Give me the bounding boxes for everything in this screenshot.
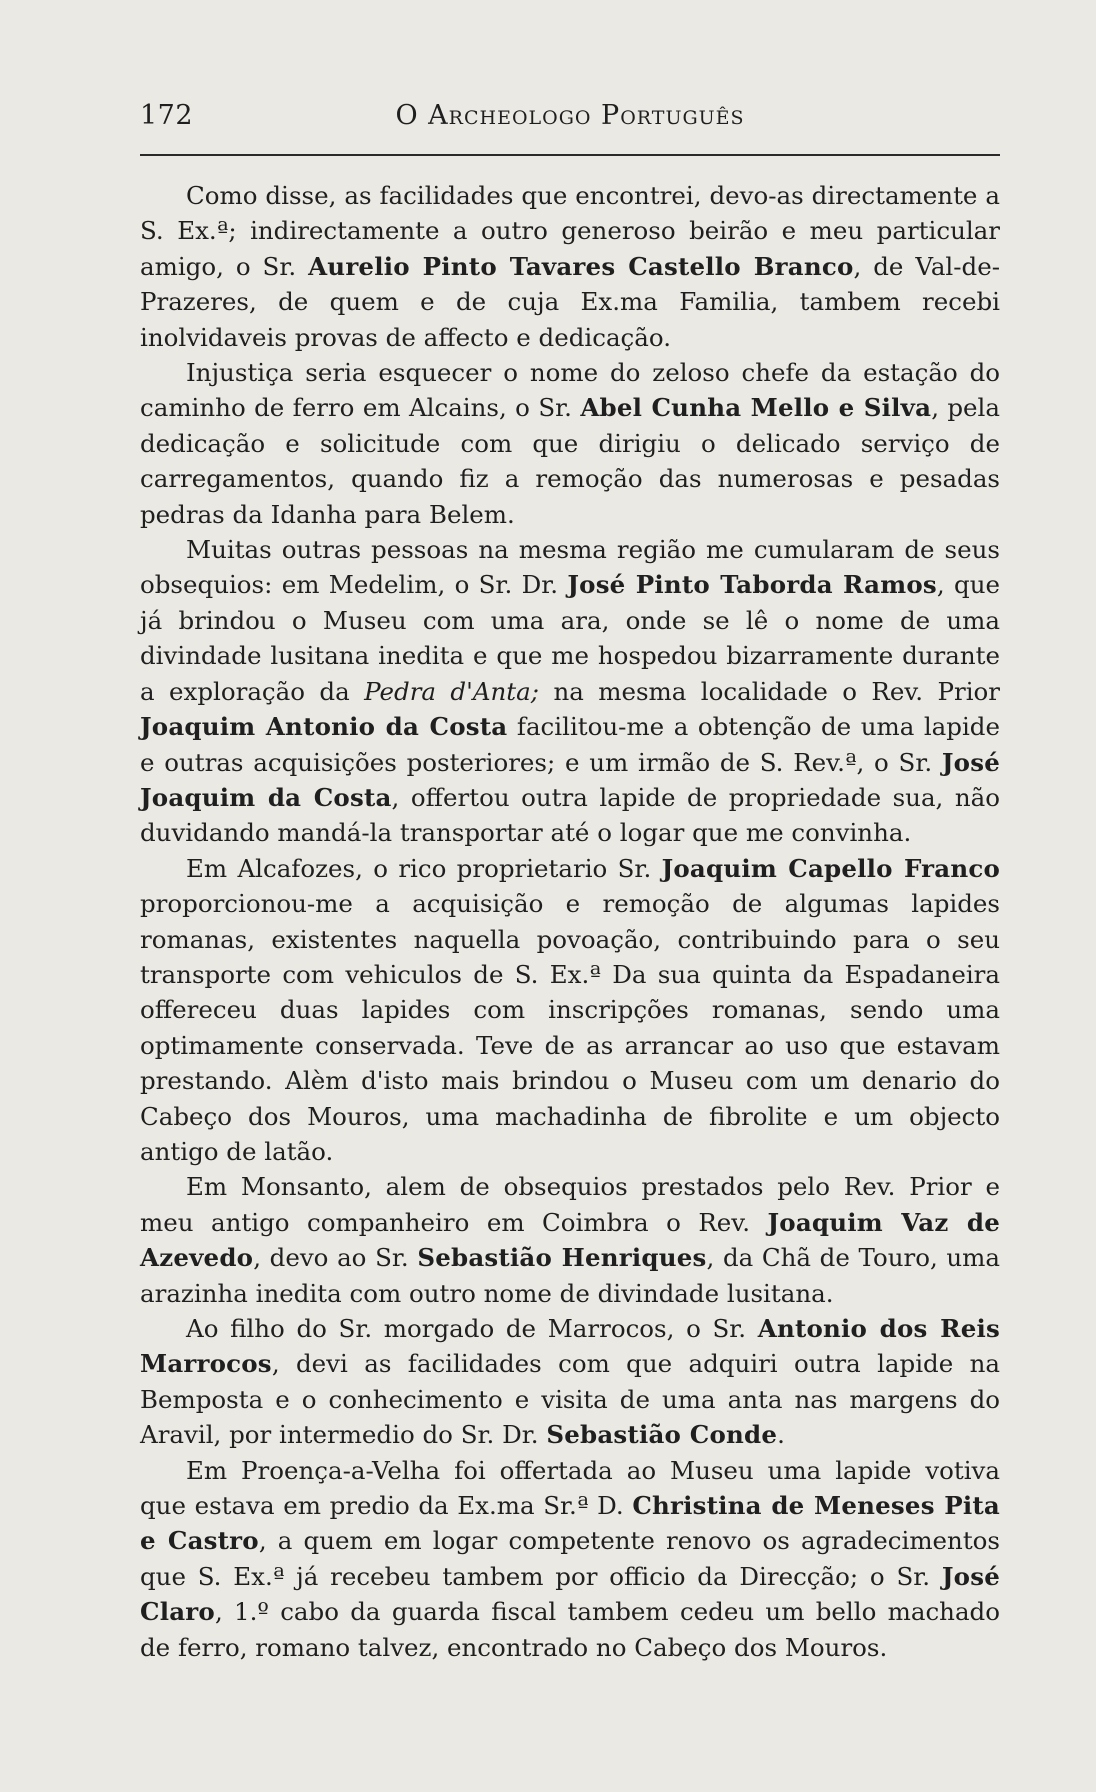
person-name: Aurelio Pinto Tavares Castello Branco <box>308 251 854 281</box>
body-text <box>140 178 1000 1665</box>
person-name: Sebastião Henriques <box>417 1243 707 1273</box>
person-name: Joaquim Antonio da Costa <box>140 712 508 742</box>
paragraph <box>140 1453 1000 1665</box>
text-run: Ao filho do Sr. morgado de Marrocos, o Sr. <box>186 1314 758 1343</box>
text-run: , pela dedicação e solicitude com que dirigiu o delicado serviço de carregamentos, quando fiz a remoção das numerosas e pesadas pedras da Idanha para Belem. <box>140 393 1000 529</box>
text-run: na mesma localidade o Rev. Prior <box>539 676 1000 706</box>
person-name: Antonio dos Reis Marrocos <box>140 1314 1000 1379</box>
person-name: Joaquim Capello Franco <box>661 853 1000 883</box>
text-run: Em Proença-a-Velha foi offertada ao Museu uma lapide votiva que estava em predio da Ex.ma Sr.ª D. <box>140 1455 1000 1521</box>
text-run: Como disse, as facilidades que encontrei, devo-as directamente a S. Ex.ª; indirectamente a outro generoso beirão e meu particular amigo, o Sr. <box>140 181 1000 281</box>
text-run: , devi as facilidades com que adquiri outra lapide na Bemposta e o conhecimento e visita de uma anta nas margens do Aravil, por intermedio do Sr. Dr. <box>140 1349 1000 1450</box>
journal-title: O Archeologo Português <box>395 100 745 131</box>
person-name: José Joaquim da Costa <box>140 747 1000 812</box>
text-run: , a quem em logar competente renovo os agradecimentos que S. Ex.ª já recebeu tambem por officio da Direcção; o Sr. <box>140 1526 1001 1591</box>
person-name: Sebastião Conde <box>546 1420 778 1450</box>
text-run: , da Chã de Touro, uma arazinha inedita com outro nome de divindade lusitana. <box>140 1243 1000 1308</box>
page-number: 172 <box>140 100 194 131</box>
text-run: Em Monsanto, alem de obsequios prestados pelo Rev. Prior e meu antigo companheiro em Coimbra o Rev. <box>140 1172 1000 1237</box>
running-head <box>140 100 1000 140</box>
paragraph <box>140 1311 1000 1453</box>
person-name: Joaquim Vaz de Azevedo <box>140 1207 1001 1273</box>
text-run: . <box>777 1420 785 1450</box>
paragraph <box>140 532 1000 851</box>
text-run: Muitas outras pessoas na mesma região me cumularam de seus obsequios: em Medelim, o Sr. Dr. <box>140 535 1000 600</box>
person-name: José Claro <box>140 1561 1000 1627</box>
italic-text: Pedra d'Anta; <box>364 676 540 706</box>
text-run: Em Alcafozes, o rico proprietario Sr. <box>186 853 662 883</box>
text-run: proporcionou-me a acquisição e remoção de algumas lapides romanas, existentes naquella povoação, contribuindo para o seu transporte com vehiculos de S. Ex.ª Da sua quinta da Espadaneira offereceu duas lapides com inscripções romanas, sendo uma optimamente conservada. Teve de as arrancar ao uso que estavam prestando. Alèm d'isto mais brindou o Museu com um denario do Cabeço dos Mouros, uma machadinha de fibrolite e um objecto antigo de latão. <box>140 889 1000 1166</box>
text-run: Injustiça seria esquecer o nome do zeloso chefe da estação do caminho de ferro em Alcains, o Sr. <box>140 358 1000 423</box>
person-name: José Pinto Taborda Ramos <box>567 570 937 600</box>
paragraph <box>140 178 1000 355</box>
text-run: , devo ao Sr. <box>253 1243 418 1273</box>
paragraph <box>140 851 1000 1170</box>
text-run: , 1.º cabo da guarda fiscal tambem cedeu um bello machado de ferro, romano talvez, encontrado no Cabeço dos Mouros. <box>140 1597 1000 1662</box>
text-run: , que já brindou o Museu com uma ara, onde se lê o nome de uma divindade lusitana inedita e que me hospedou bizarramente durante a exploração da <box>140 570 1000 706</box>
text-run: , de Val-de-Prazeres, de quem e de cuja Ex.ma Familia, tambem recebi inolvidaveis provas de affecto e dedicação. <box>140 251 1000 352</box>
text-run: facilitou-me a obtenção de uma lapide e outras acquisições posteriores; e um irmão de S. Rev.ª, o Sr. <box>140 712 1000 777</box>
person-name: Abel Cunha Mello e Silva <box>580 393 932 423</box>
person-name: Christina de Meneses Pita e Castro <box>140 1491 1000 1556</box>
paragraph <box>140 355 1000 532</box>
paragraph <box>140 1169 1000 1311</box>
text-run: , offertou outra lapide de propriedade sua, não duvidando mandá-la transportar até o logar que me convinha. <box>140 782 1000 848</box>
header-rule <box>140 154 1000 156</box>
